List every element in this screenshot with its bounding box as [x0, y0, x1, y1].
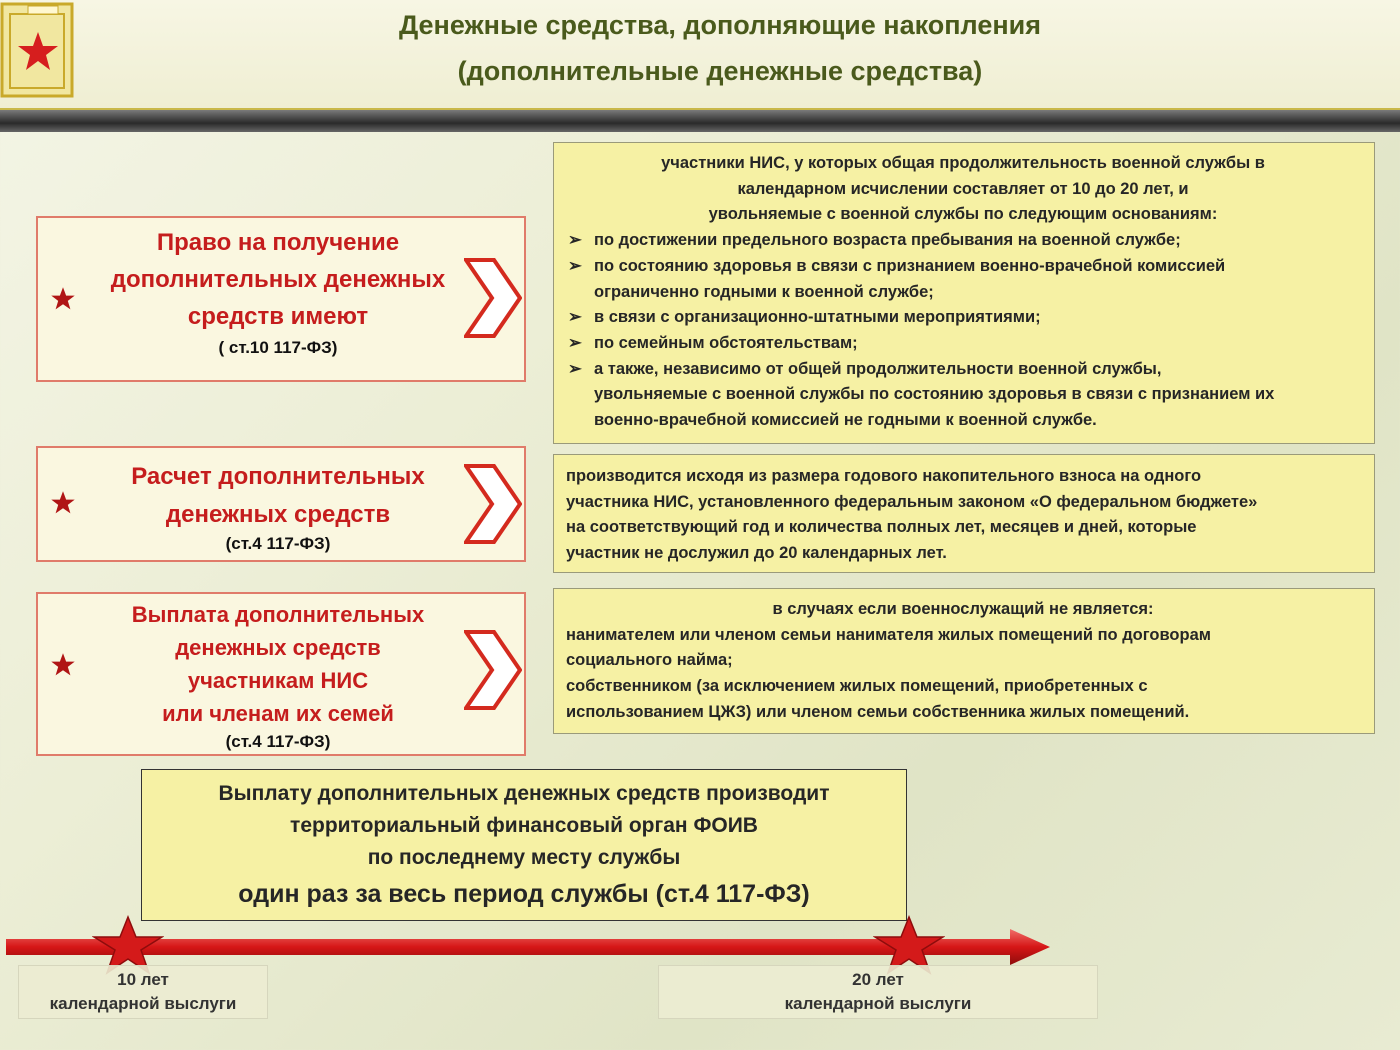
- calculation-details-box: [553, 454, 1375, 573]
- summary-line-1: Выплату дополнительных денежных средств производит: [218, 782, 830, 805]
- payment-condition-line-1: нанимателем или членом семьи нанимателя жилых помещений по договорам: [566, 625, 1211, 644]
- star-icon: [50, 490, 76, 516]
- star-icon: [50, 286, 76, 312]
- calculation-reference: (ст.4 117-ФЗ): [225, 534, 331, 553]
- payment-conditions-intro: в случаях если военнослужащий не является:: [772, 600, 1154, 618]
- calculation-heading-2: денежных средств: [165, 501, 391, 528]
- eligibility-intro-1: участники НИС, у которых общая продолжительность военной службы в: [661, 154, 1265, 172]
- right-to-receive-heading-3: средств имеют: [187, 303, 369, 330]
- arrow-bullet-icon: ➢: [568, 256, 582, 275]
- list-item: ➢ в связи с организационно-штатными мероприятиями;: [566, 305, 1360, 331]
- payment-condition-line-2: социального найма;: [566, 651, 733, 670]
- arrow-bullet-icon: ➢: [568, 359, 582, 378]
- payment-condition-line-4: использованием ЦЖЗ) или членом семьи собственника жилых помещений.: [566, 702, 1190, 721]
- star-icon: [50, 652, 76, 678]
- payment-heading-3: участникам НИС: [187, 668, 369, 693]
- summary-line-4: один раз за весь период службы (ст.4 117-ФЗ): [238, 880, 810, 908]
- calculation-line-2: участника НИС, установленного федеральным законом «О федеральном бюджете»: [566, 492, 1258, 511]
- payment-condition-line-3: собственником (за исключением жилых помещений, приобретенных с: [566, 677, 1148, 696]
- calculation-box: [36, 446, 526, 562]
- payment-heading-1: Выплата дополнительных: [131, 602, 425, 627]
- chevron-right-icon: [464, 464, 522, 544]
- right-to-receive-heading-1: Право на получение: [156, 229, 400, 256]
- timeline-end-label: 20 лет календарной выслуги: [658, 965, 1098, 1019]
- summary-line-3: по последнему месту службы: [367, 846, 681, 869]
- calculation-heading-1: Расчет дополнительных: [131, 463, 425, 490]
- right-to-receive-reference: ( ст.10 117-ФЗ): [218, 338, 338, 357]
- list-item: ➢ по семейным обстоятельствам;: [566, 331, 1360, 357]
- timeline-start-label: 10 лет календарной выслуги: [18, 965, 268, 1019]
- list-item: ➢ а также, независимо от общей продолжительности военной службы, увольняемые с военной службы по состоянию здоровья в связи с признанием их военно-врачебной комиссией не годными к военной службе.: [566, 357, 1360, 434]
- arrow-bullet-icon: ➢: [568, 231, 582, 250]
- chevron-right-icon: [464, 258, 522, 338]
- eligibility-intro-2: календарном исчислении составляет от 10 до 20 лет, и: [737, 179, 1189, 198]
- page-subtitle: (дополнительные денежные средства): [457, 56, 983, 86]
- payment-conditions-box: [553, 588, 1375, 734]
- calculation-line-4: участник не дослужил до 20 календарных лет.: [566, 544, 947, 563]
- header-divider-bar: [0, 110, 1400, 132]
- payment-heading-2: денежных средств: [175, 635, 381, 660]
- payment-reference: (ст.4 117-ФЗ): [225, 732, 331, 751]
- page-title: Денежные средства, дополняющие накопления: [398, 10, 1042, 40]
- arrow-bullet-icon: ➢: [568, 333, 582, 352]
- calculation-line-3: на соответствующий год и количества полных лет, месяцев и дней, которые: [566, 518, 1197, 537]
- right-to-receive-heading-2: дополнительных денежных: [110, 266, 446, 293]
- list-item: ➢ по достижении предельного возраста пребывания на военной службе;: [566, 228, 1360, 254]
- payment-heading-4: или членам их семей: [162, 701, 394, 726]
- payment-box: [36, 592, 526, 756]
- summary-line-2: территориальный финансовый орган ФОИВ: [290, 814, 758, 837]
- calculation-line-1: производится исходя из размера годового накопительного взноса на одного: [566, 467, 1202, 485]
- arrow-bullet-icon: ➢: [568, 308, 582, 327]
- list-item: ➢ по состоянию здоровья в связи с признанием военно-врачебной комиссией ограниченно годными к военной службе;: [566, 254, 1360, 305]
- header: [0, 0, 1400, 112]
- eligibility-details-box: [553, 142, 1375, 444]
- eligibility-intro-3: увольняемые с военной службы по следующим основаниям:: [708, 205, 1218, 224]
- right-to-receive-box: [36, 216, 526, 382]
- summary-box: [141, 769, 907, 921]
- chevron-right-icon: [464, 630, 522, 710]
